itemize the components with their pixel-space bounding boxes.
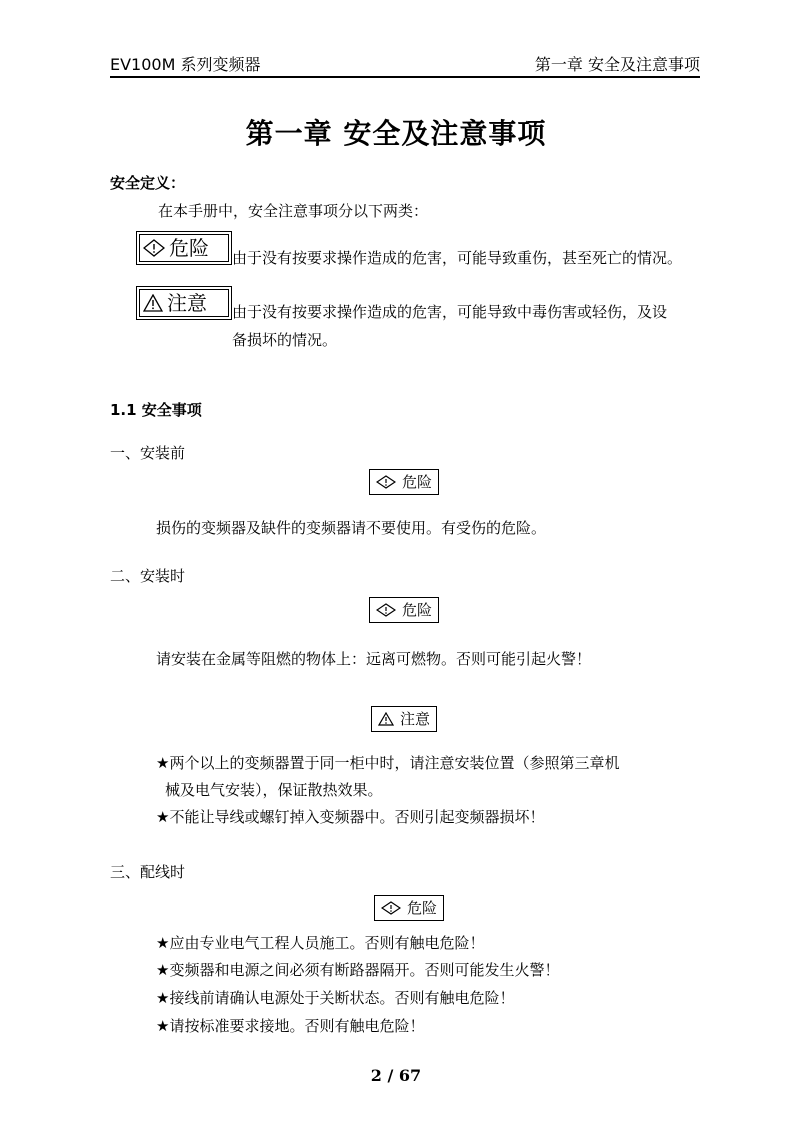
danger-legend-label: 危险 xyxy=(169,236,209,260)
header-left: EV100M 系列变频器 xyxy=(110,55,261,74)
caution-item-1-line-2: 械及电气安装），保证散热效果。 xyxy=(165,781,383,799)
during-install-danger-badge xyxy=(369,597,439,623)
during-install-danger-text: 请安装在金属等阻燃的物体上：远离可燃物。否则可能引起火警！ xyxy=(156,650,592,668)
wiring-heading: 三、配线时 xyxy=(110,863,186,881)
danger-badge-label: 危险 xyxy=(402,601,433,619)
danger-legend-box xyxy=(136,231,232,265)
during-install-caution-badge xyxy=(371,706,437,732)
caution-legend-box xyxy=(136,286,232,320)
danger-definition-text: 由于没有按要求操作造成的危害，可能导致重伤，甚至死亡的情况。 xyxy=(232,249,683,267)
wiring-danger-badge xyxy=(374,895,444,921)
danger-badge-label: 危险 xyxy=(407,899,438,917)
during-install-heading: 二、安装时 xyxy=(110,567,186,585)
caution-item-2: ★不能让导线或螺钉掉入变频器中。否则引起变频器损坏！ xyxy=(156,808,545,826)
wiring-item: ★应由专业电气工程人员施工。否则有触电危险！ xyxy=(156,934,485,952)
triangle-exclamation-icon xyxy=(378,712,394,726)
wiring-item: ★请按标准要求接地。否则有触电危险！ xyxy=(156,1017,425,1035)
chapter-title: 第一章 安全及注意事项 xyxy=(245,117,547,150)
diamond-exclamation-icon xyxy=(376,475,396,489)
caution-definition-text-2: 备损坏的情况。 xyxy=(232,331,338,349)
definition-heading: 安全定义： xyxy=(110,174,186,192)
before-install-text: 损伤的变频器及缺件的变频器请不要使用。有受伤的危险。 xyxy=(156,519,547,537)
triangle-exclamation-icon xyxy=(143,294,163,312)
definition-intro: 在本手册中，安全注意事项分以下两类： xyxy=(158,202,429,220)
header-right: 第一章 安全及注意事项 xyxy=(534,55,700,74)
wiring-item: ★接线前请确认电源处于关断状态。否则有触电危险！ xyxy=(156,989,515,1007)
danger-badge-label: 危险 xyxy=(402,473,433,491)
caution-item-1-line-1: ★两个以上的变频器置于同一柜中时，请注意安装位置（参照第三章机 xyxy=(156,754,620,772)
diamond-exclamation-icon xyxy=(381,901,401,915)
diamond-exclamation-icon xyxy=(143,239,165,257)
before-install-heading: 一、安装前 xyxy=(110,444,186,462)
page-header xyxy=(110,46,700,78)
caution-badge-label: 注意 xyxy=(400,710,431,728)
page-number: 2 / 67 xyxy=(370,1066,422,1085)
caution-legend-label: 注意 xyxy=(167,291,207,315)
caution-definition-text-1: 由于没有按要求操作造成的危害，可能导致中毒伤害或轻伤，及设 xyxy=(232,303,668,321)
before-install-danger-badge xyxy=(369,469,439,495)
section-heading: 1.1 安全事项 xyxy=(110,401,202,419)
diamond-exclamation-icon xyxy=(376,603,396,617)
wiring-item: ★变频器和电源之间必须有断路器隔开。否则可能发生火警！ xyxy=(156,961,560,979)
